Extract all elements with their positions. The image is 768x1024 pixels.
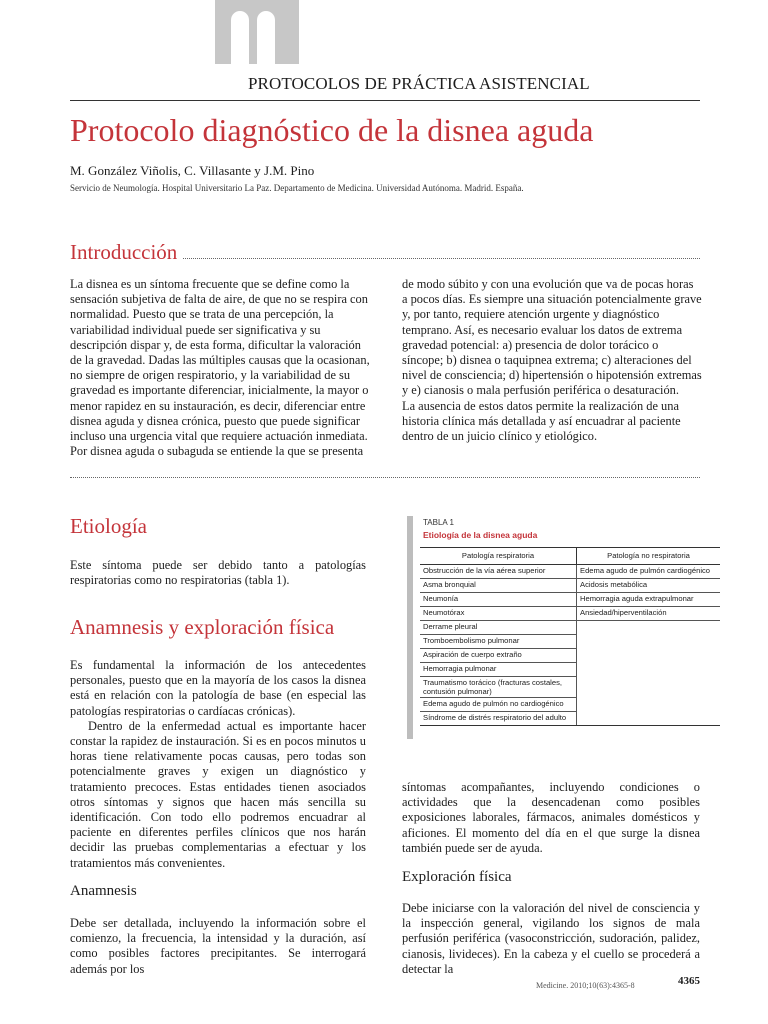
table-row: [420, 607, 720, 621]
article-affiliation: Servicio de Neumología. Hospital Universitario La Paz. Departamento de Medicina. Universidad Autónoma. Madrid. España.: [70, 183, 524, 193]
intro-heading: Introducción: [70, 240, 178, 264]
table-row: [420, 565, 720, 579]
table-label: TABLA 1: [423, 518, 454, 527]
table-cell: Ansiedad/hiperventilación: [577, 607, 721, 621]
table-cell: Traumatismo torácico (fracturas costales, contusión pulmonar): [420, 677, 577, 698]
table-side-bar: [407, 516, 413, 739]
journal-logo: [215, 0, 299, 64]
section-header: PROTOCOLOS DE PRÁCTICA ASISTENCIAL: [248, 74, 590, 93]
etiologia-heading: Etiología: [70, 514, 147, 538]
table-cell: Aspiración de cuerpo extraño: [420, 649, 577, 663]
etiology-table: [420, 547, 720, 726]
anamnesis-subheading: Anamnesis: [70, 883, 137, 899]
table-cell: [577, 649, 721, 663]
table-row: [420, 663, 720, 677]
table-row: [420, 621, 720, 635]
table-caption: Etiología de la disnea aguda: [423, 530, 538, 540]
intro-right-paragraph-2: La ausencia de estos datos permite la realización de una historia clínica más detallada y así encuadrar al paciente dentro de un juicio clínico y etiológico.: [402, 398, 681, 444]
table-cell: Obstrucción de la vía aérea superior: [420, 565, 577, 579]
table-cell: Asma bronquial: [420, 579, 577, 593]
table-row: [420, 593, 720, 607]
table-cell: [577, 635, 721, 649]
table-cell: Neumotórax: [420, 607, 577, 621]
table-cell: Derrame pleural: [420, 621, 577, 635]
table-cell: Edema agudo de pulmón cardiogénico: [577, 565, 721, 579]
intro-end-dots: [70, 477, 700, 478]
table-cell: Síndrome de distrés respiratorio del adulto: [420, 712, 577, 726]
page-number: 4365: [678, 975, 700, 987]
anamnesis-continuation-text: síntomas acompañantes, incluyendo condiciones o actividades que la desencadenan como posibles exposiciones laborales, fármacos, animales domésticos y aficiones. El momento del día en el que surge la disnea también puede ser de ayuda.: [402, 780, 700, 855]
table-cell: [577, 698, 721, 712]
anamnesis-paragraph-2: Dentro de la enfermedad actual es importante hacer constar la rapidez de instauración. Si es en pocos minutos u horas tiene relativamente pocas causas, pero todas son potencialmente graves y exigen un diagnóstico y tratamiento precoces. Estas entidades tienen asociados otros síntomas y signos que hacen más sencilla su identificación. Con todo ello podremos encuadrar al paciente en diferentes perfiles clínicos que nos harán decidir las pruebas complementarias a efectuar y los tratamientos más convenientes.: [70, 718, 366, 870]
header-rule: [70, 100, 700, 101]
table-cell: Edema agudo de pulmón no cardiogénico: [420, 698, 577, 712]
exploracion-text: Debe iniciarse con la valoración del nivel de consciencia y la inspección general, vigilando los signos de mala perfusión periférica (vasoconstricción, sudoración, palidez, cianosis, livideces). En la cabeza y el cuello se procederá a detectar la: [402, 901, 700, 976]
table-header-no-respiratoria: Patología no respiratoria: [577, 548, 721, 565]
etiologia-text: Este síntoma puede ser debido tanto a patologías respiratorias como no respiratorias (tabla 1).: [70, 558, 366, 588]
table-cell: [577, 663, 721, 677]
intro-right-column: [402, 277, 702, 444]
anamnesis-section-text: [70, 658, 366, 871]
table-cell: Acidosis metabólica: [577, 579, 721, 593]
table-row: [420, 698, 720, 712]
exploracion-subheading: Exploración física: [402, 869, 512, 885]
article-authors: M. González Viñolis, C. Villasante y J.M. Pino: [70, 163, 315, 178]
table-row: [420, 712, 720, 726]
footer-citation: Medicine. 2010;10(63):4365-8: [536, 981, 635, 990]
table-cell: Tromboembolismo pulmonar: [420, 635, 577, 649]
table-cell: [577, 621, 721, 635]
anamnesis-text: Debe ser detallada, incluyendo la información sobre el comienzo, la frecuencia, la intensidad y la duración, así como posibles factores precipitantes. Se interrogará además por los: [70, 916, 366, 976]
intro-left-column: La disnea es un síntoma frecuente que se define como la sensación subjetiva de falta de aire, de que no se respira con normalidad. Puesto que se trata de una percepción, la variabilidad individual puede ser significativa y su descripción dispar y, de esta forma, dificultar la valoración de la gravedad. Dadas las múltiples causas que la ocasionan, no siempre de origen respiratorio, y la variabilidad de su gravedad es importante diferenciar, inicialmente, la mayor o menor rapidez en su instauración, es decir, diferenciar entre disnea aguda y disnea crónica, puesto que puede significar incluso una urgencia vital que requiere actuación inmediata. Por disnea aguda o subaguda se entiende la que se presenta: [70, 277, 370, 459]
table-cell: Neumonía: [420, 593, 577, 607]
anamnesis-section-heading: Anamnesis y exploración física: [70, 615, 335, 639]
table-cell: [577, 712, 721, 726]
table-row: [420, 635, 720, 649]
table-cell: Hemorragia aguda extrapulmonar: [577, 593, 721, 607]
table-header-respiratoria: Patología respiratoria: [420, 548, 577, 565]
table-row: [420, 677, 720, 698]
anamnesis-paragraph-1: Es fundamental la información de los antecedentes personales, puesto que en la mayoría de los casos la disnea está en relación con la patología de base (en especial las patologías respiratorias o cardíacas crónicas).: [70, 658, 366, 718]
table-cell: [577, 677, 721, 698]
table-row: [420, 649, 720, 663]
table-cell: Hemorragia pulmonar: [420, 663, 577, 677]
intro-right-paragraph-1: de modo súbito y con una evolución que va de pocas horas a pocos días. Es siempre una situación potencialmente grave y, por tanto, requiere atención urgente y diagnóstico temprano. Así, es necesario evaluar los datos de extrema gravedad potencial: a) presencia de dolor torácico o síncope; b) disnea o taquipnea extrema; c) alteraciones del nivel de consciencia; d) hipertensión o hipotensión extremas y e) cianosis o mala perfusión periférica o desaturación.: [402, 277, 702, 398]
intro-heading-dots: [183, 258, 700, 259]
article-title: Protocolo diagnóstico de la disnea aguda: [70, 112, 594, 148]
table-row: [420, 579, 720, 593]
